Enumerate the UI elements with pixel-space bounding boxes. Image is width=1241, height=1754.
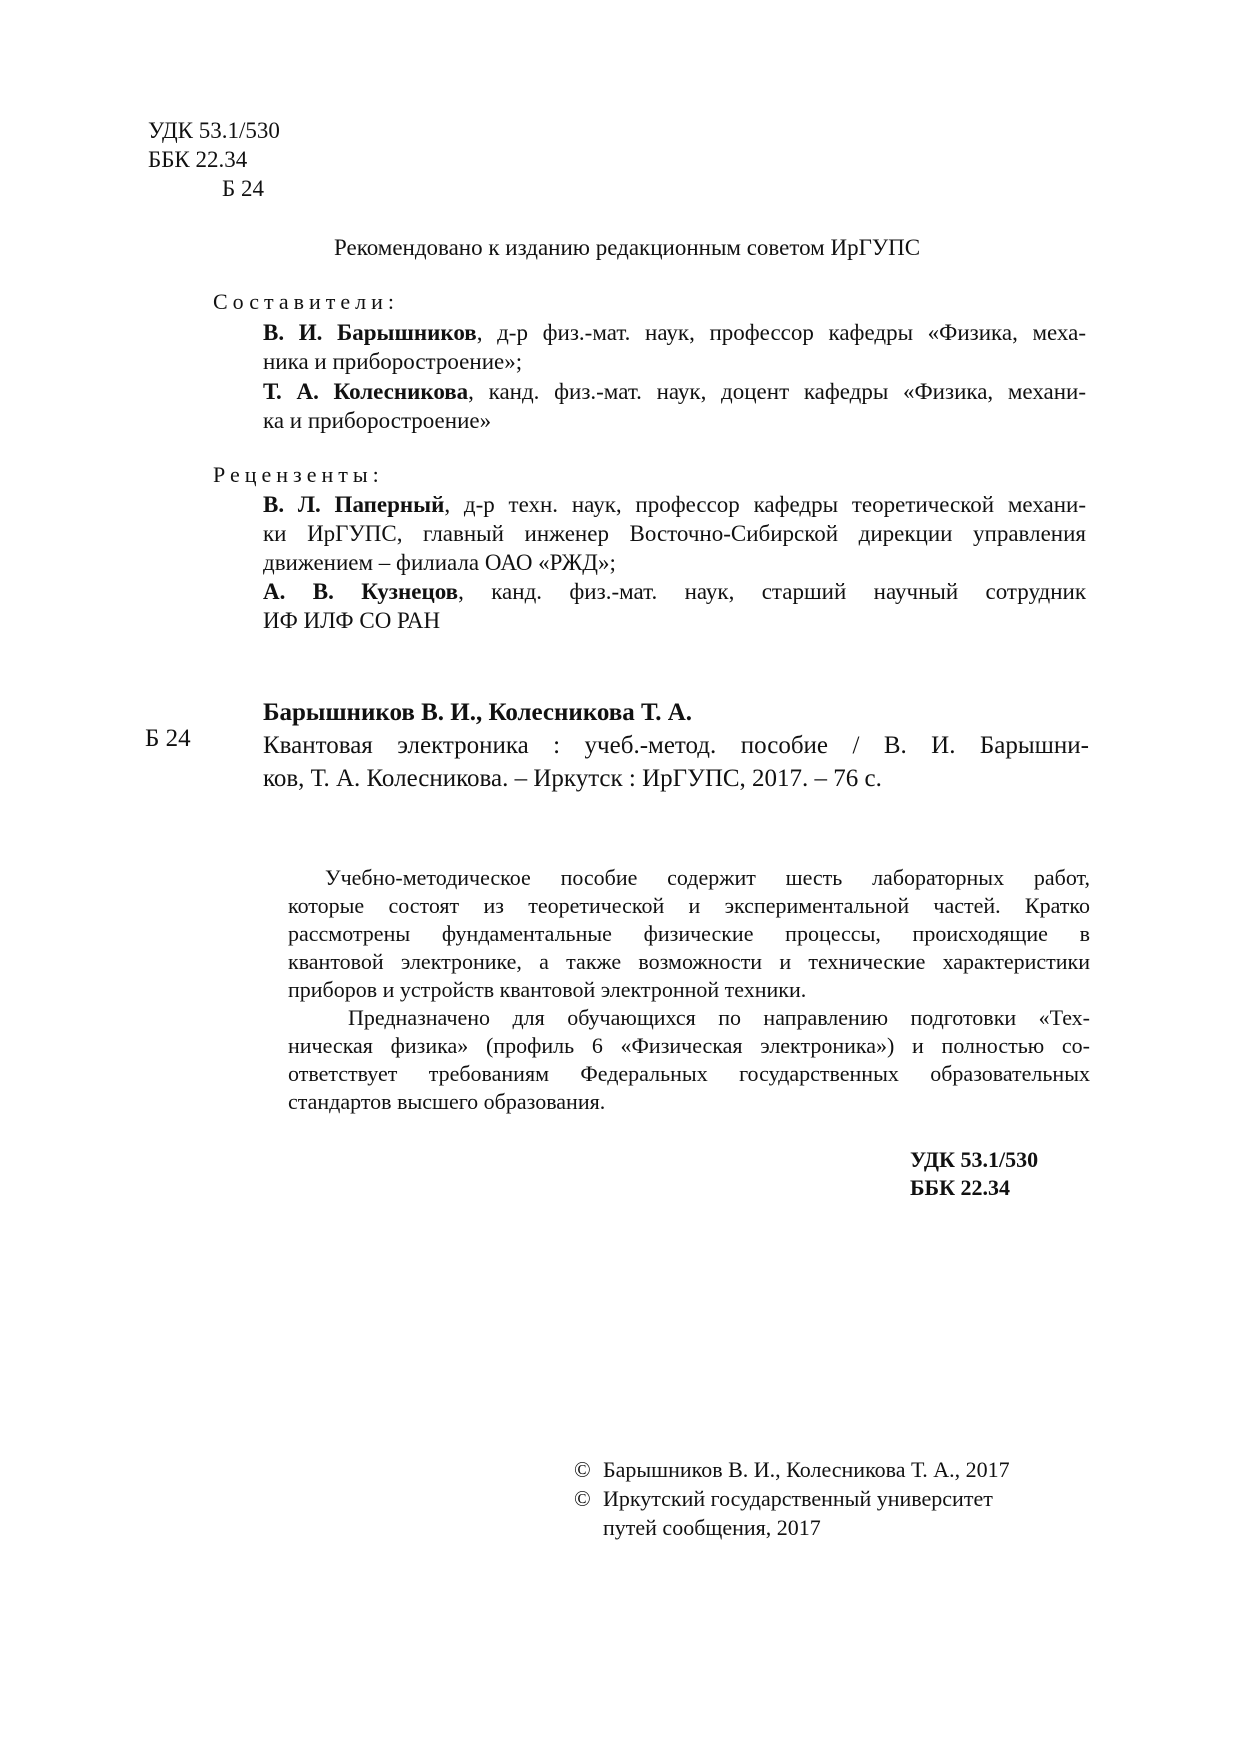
compiler-desc: , канд. физ.-мат. наук, доцент кафедры «Физика, механи- (468, 379, 1087, 404)
annotation-line: ническая физика» (профиль 6 «Физическая электроника») и полностью со- (288, 1033, 1090, 1058)
reviewer-desc: , д-р техн. наук, профессор кафедры теоретической механи- (444, 492, 1087, 517)
recommendation-line: Рекомендовано к изданию редакционным советом ИрГУПС (334, 235, 921, 260)
catalog-authors: Барышников В. И., Колесникова Т. А. (263, 699, 693, 726)
annotation-line: ответствует требованиям Федеральных государственных образовательных (288, 1061, 1090, 1086)
annotation-line: Предназначено для обучающихся по направлению подготовки «Тех- (348, 1005, 1090, 1030)
catalog-line: Квантовая электроника : учеб.-метод. пособие / В. И. Барышни- (263, 732, 1089, 759)
reviewer-name: В. Л. Паперный (263, 492, 445, 517)
reviewer-desc: , канд. физ.-мат. наук, старший научный сотрудник (458, 579, 1086, 604)
catalog-description (263, 729, 1089, 795)
compiler-desc-cont: ника и приборостроение»; (263, 349, 523, 374)
reviewer-desc-cont: ки ИрГУПС, главный инженер Восточно-Сибирской дирекции управления (263, 521, 1086, 546)
bbk-code: ББК 22.34 (148, 147, 248, 172)
annotation-line: приборов и устройств квантовой электронной техники. (288, 977, 807, 1002)
annotation-line: Учебно-методическое пособие содержит шесть лабораторных работ, (325, 865, 1090, 890)
copyright-symbol: © (574, 1486, 591, 1511)
reviewer-entry (263, 490, 1086, 577)
udk-code: УДК 53.1/530 (148, 118, 280, 143)
copyright-line: путей сообщения, 2017 (603, 1515, 821, 1540)
footer-bbk-code: ББК 22.34 (910, 1175, 1011, 1200)
compiler-desc-cont: ка и приборостроение» (263, 408, 492, 433)
reviewer-name: А. В. Кузнецов (263, 579, 459, 604)
reviewer-desc-cont: ИФ ИЛФ СО РАН (263, 608, 441, 633)
annotation-paragraph (288, 864, 1090, 1004)
annotation-line: стандартов высшего образования. (288, 1089, 606, 1114)
reviewer-entry (263, 577, 1086, 635)
copyright-symbol: © (574, 1457, 591, 1482)
compiler-entry (263, 318, 1086, 376)
reviewers-heading: Рецензенты: (213, 462, 384, 487)
compiler-name: В. И. Барышников (263, 320, 477, 345)
compiler-name: Т. А. Колесникова (263, 379, 469, 404)
annotation-line: которые состоят из теоретической и экспериментальной частей. Кратко (288, 893, 1090, 918)
annotation-line: квантовой электронике, а также возможности и технические характеристики (288, 949, 1090, 974)
catalog-line: ков, Т. А. Колесникова. – Иркутск : ИрГУПС, 2017. – 76 с. (263, 765, 882, 792)
compiler-desc: , д-р физ.-мат. наук, профессор кафедры «Физика, меха- (476, 320, 1086, 345)
copyright-line: Иркутский государственный университет (603, 1486, 993, 1511)
footer-udk-code: УДК 53.1/530 (910, 1147, 1039, 1172)
compilers-heading: Составители: (213, 289, 400, 314)
compiler-entry (263, 377, 1086, 435)
catalog-code: Б 24 (145, 725, 191, 752)
annotation-paragraph (288, 1004, 1090, 1116)
copyright-line: Барышников В. И., Колесникова Т. А., 2017 (603, 1457, 1010, 1482)
annotation-line: рассмотрены фундаментальные физические процессы, происходящие в (288, 921, 1090, 946)
reviewer-desc-cont: движением – филиала ОАО «РЖД»; (263, 550, 616, 575)
author-mark: Б 24 (222, 176, 264, 201)
